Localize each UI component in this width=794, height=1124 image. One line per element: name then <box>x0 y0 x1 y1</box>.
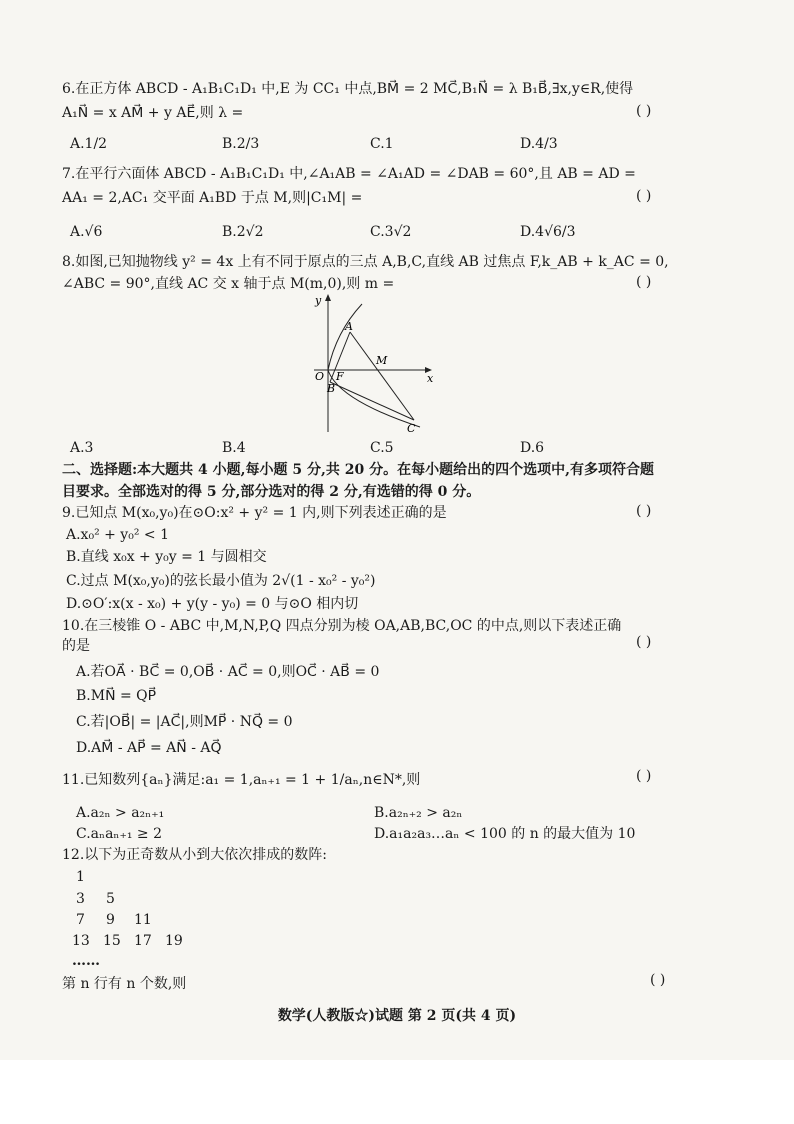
q10-option-d: D.AM⃗ - AP⃗ = AN⃗ - AQ⃗ <box>76 740 222 756</box>
label-a: A <box>345 320 353 333</box>
line-ac <box>350 332 414 420</box>
q10-option-a: A.若OA⃗ · BC⃗ = 0,OB⃗ · AC⃗ = 0,则OC⃗ · AB⃗ = 0 <box>76 664 380 680</box>
q11-option-b: B.a₂ₙ₊₂ > a₂ₙ <box>374 805 463 821</box>
array-row4-item4: 19 <box>165 933 183 949</box>
q7-option-c: C.3√2 <box>370 224 412 240</box>
q12-last-line: 第 n 行有 n 个数,则 <box>62 976 187 992</box>
q6-option-d: D.4/3 <box>520 136 558 152</box>
array-row1-item1: 1 <box>76 869 85 885</box>
q8-stem-line1: 8.如图,已知抛物线 y² = 4x 上有不同于原点的三点 A,B,C,直线 AB 过焦点 F,k_AB + k_AC = 0, <box>62 254 669 270</box>
array-row2-item1: 3 <box>76 891 85 907</box>
q7-option-a: A.√6 <box>70 224 103 240</box>
q9-option-b: B.直线 x₀x + y₀y = 1 与圆相交 <box>66 549 267 565</box>
q10-answer-paren: ( ) <box>636 634 652 650</box>
q8-option-a: A.3 <box>70 440 94 456</box>
section2-heading-line1: 二、选择题:本大题共 4 小题,每小题 5 分,共 20 分。在每小题给出的四个选项中,有多项符合题 <box>62 462 654 478</box>
q10-option-b: B.MN⃗ = QP⃗ <box>76 688 157 704</box>
q10-stem-line1: 10.在三棱锥 O - ABC 中,M,N,P,Q 四点分别为棱 OA,AB,BC,OC 的中点,则以下表述正确 <box>62 618 622 634</box>
q8-option-c: C.5 <box>370 440 394 456</box>
q10-option-c: C.若|OB⃗| = |AC⃗|,则MP⃗ · NQ⃗ = 0 <box>76 714 293 730</box>
q6-stem-line2: A₁N⃗ = x AM⃗ + y AE⃗,则 λ = <box>62 105 244 121</box>
q12-answer-paren: ( ) <box>650 972 666 988</box>
q9-stem: 9.已知点 M(x₀,y₀)在⊙O:x² + y² = 1 内,则下列表述正确的是 <box>62 505 447 521</box>
q8-option-d: D.6 <box>520 440 545 456</box>
q8-option-b: B.4 <box>222 440 246 456</box>
label-b: B <box>327 382 336 395</box>
q8-answer-paren: ( ) <box>636 274 652 290</box>
q6-answer-paren: ( ) <box>636 103 652 119</box>
q7-option-d: D.4√6/3 <box>520 224 576 240</box>
q11-option-c: C.aₙaₙ₊₁ ≥ 2 <box>76 826 163 842</box>
q9-option-c: C.过点 M(x₀,y₀)的弦长最小值为 2√(1 - x₀² - y₀²) <box>66 573 376 589</box>
array-row4-item2: 15 <box>103 933 121 949</box>
q9-option-d: D.⊙O′:x(x - x₀) + y(y - y₀) = 0 与⊙O 相内切 <box>66 596 359 612</box>
label-o: O <box>315 370 325 383</box>
label-y: y <box>315 294 322 307</box>
y-axis-arrow <box>325 294 331 301</box>
array-row4-item3: 17 <box>134 933 152 949</box>
array-ellipsis: …… <box>72 953 100 969</box>
section2-heading-line2: 目要求。全部选对的得 5 分,部分选对的得 2 分,有选错的得 0 分。 <box>62 484 481 500</box>
q6-option-a: A.1/2 <box>70 136 108 152</box>
label-m: M <box>376 354 388 367</box>
q6-option-b: B.2/3 <box>222 136 260 152</box>
q12-stem: 12.以下为正奇数从小到大依次排成的数阵: <box>62 847 327 863</box>
q9-option-a: A.x₀² + y₀² < 1 <box>66 527 169 543</box>
q11-stem: 11.已知数列{aₙ}满足:a₁ = 1,aₙ₊₁ = 1 + 1/aₙ,n∈N*,则 <box>62 772 421 788</box>
q11-option-d: D.a₁a₂a₃…aₙ < 100 的 n 的最大值为 10 <box>374 826 636 842</box>
array-row3-item1: 7 <box>76 912 85 928</box>
q11-option-a: A.a₂ₙ > a₂ₙ₊₁ <box>76 805 165 821</box>
line-bc <box>330 382 414 420</box>
q10-stem-line2: 的是 <box>62 638 90 654</box>
array-row3-item2: 9 <box>106 912 115 928</box>
page-footer: 数学(人教版☆)试题 第 2 页(共 4 页) <box>277 1008 517 1024</box>
array-row2-item2: 5 <box>106 891 115 907</box>
array-row3-item3: 11 <box>134 912 152 928</box>
label-c: C <box>407 422 416 435</box>
q11-answer-paren: ( ) <box>636 768 652 784</box>
parabola-figure <box>300 292 450 437</box>
q7-stem-line1: 7.在平行六面体 ABCD - A₁B₁C₁D₁ 中,∠A₁AB = ∠A₁AD = ∠DAB = 60°,且 AB = AD = <box>62 166 636 182</box>
q7-stem-line2: AA₁ = 2,AC₁ 交平面 A₁BD 于点 M,则|C₁M| = <box>62 190 363 206</box>
q7-answer-paren: ( ) <box>636 188 652 204</box>
q7-option-b: B.2√2 <box>222 224 264 240</box>
page-bottom-margin <box>0 1060 794 1124</box>
q9-answer-paren: ( ) <box>636 503 652 519</box>
label-x: x <box>427 372 434 385</box>
q6-stem-line1: 6.在正方体 ABCD - A₁B₁C₁D₁ 中,E 为 CC₁ 中点,BM⃗ = 2 MC⃗,B₁N⃗ = λ B₁B⃗,∃x,y∈R,使得 <box>62 81 634 97</box>
array-row4-item1: 13 <box>72 933 90 949</box>
q6-option-c: C.1 <box>370 136 394 152</box>
label-f: F <box>336 370 344 383</box>
q8-stem-line2: ∠ABC = 90°,直线 AC 交 x 轴于点 M(m,0),则 m = <box>62 276 395 292</box>
